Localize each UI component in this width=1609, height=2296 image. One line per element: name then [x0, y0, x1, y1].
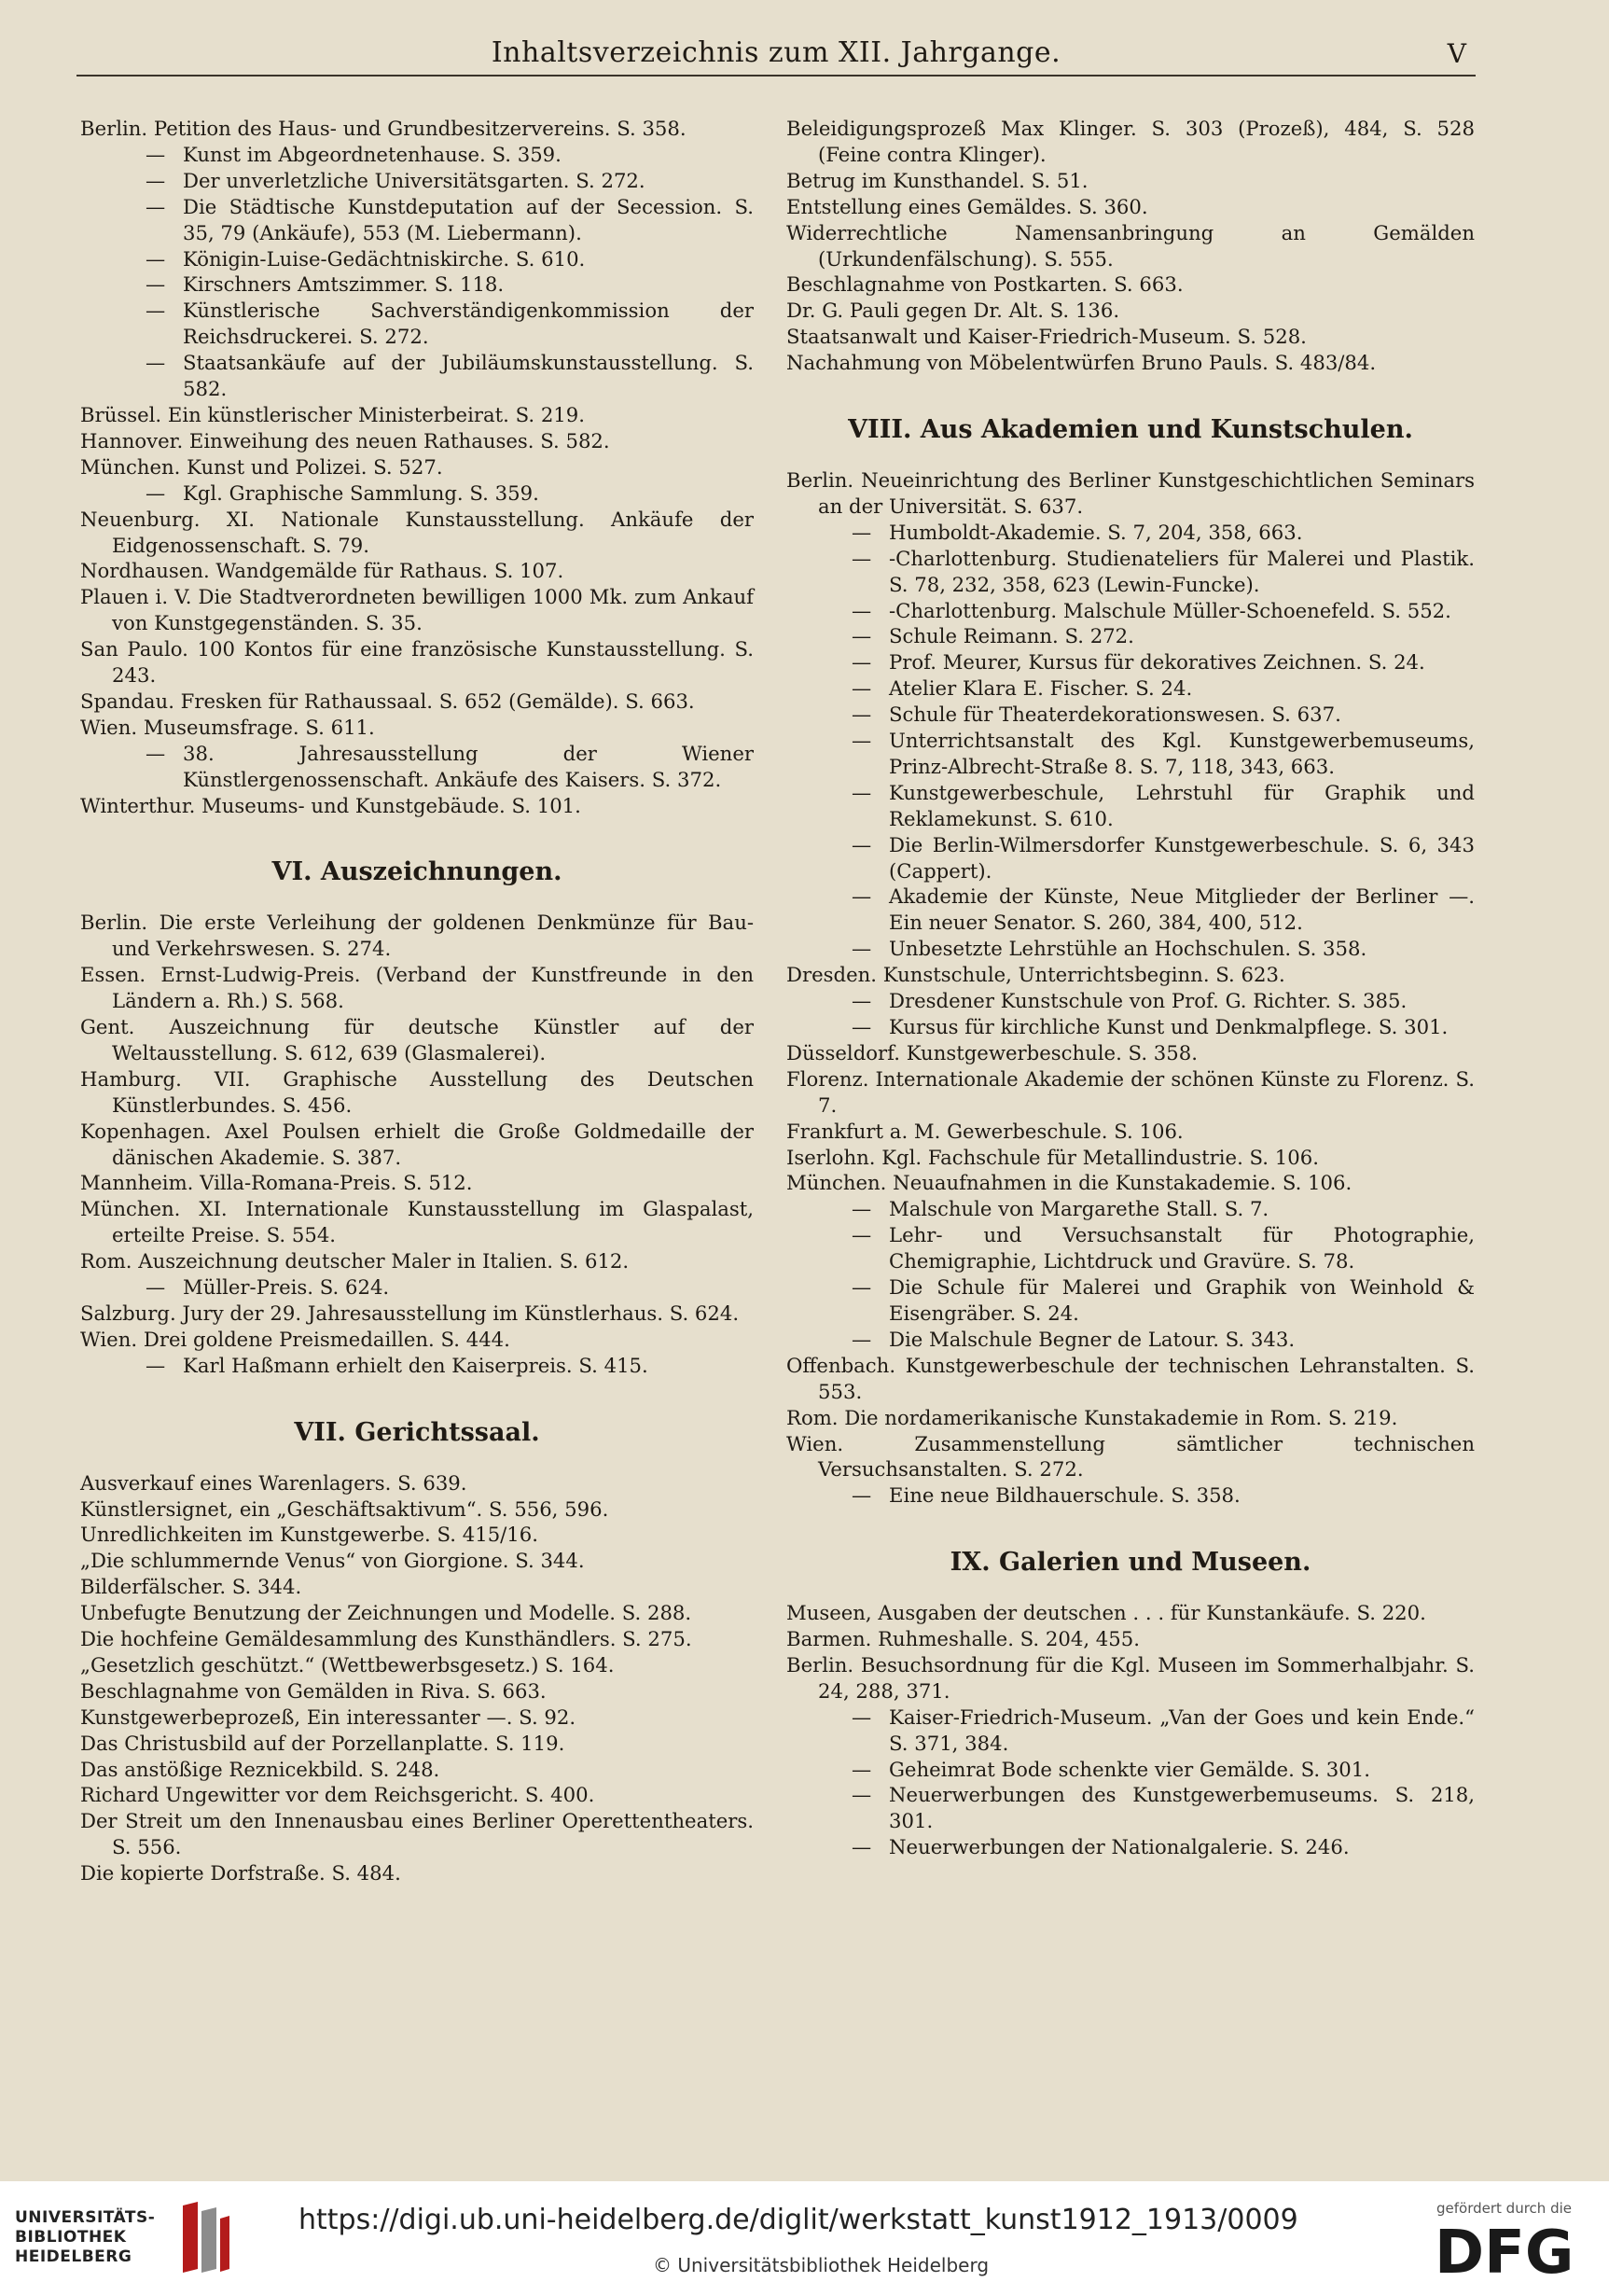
repeat-dash: —: [852, 989, 872, 1013]
index-subentry: [80, 741, 754, 793]
repeat-dash: —: [852, 884, 872, 909]
repeat-dash: —: [852, 676, 872, 701]
page-number: V: [1447, 38, 1466, 69]
index-subentry: [786, 728, 1475, 780]
repeat-dash: —: [146, 168, 166, 192]
index-entry: [80, 1678, 754, 1705]
entry-text: Bilderfälscher. S. 344.: [80, 1575, 302, 1599]
entry-text: Staatsanwalt und Kaiser-Friedrich-Museum. S. 528.: [786, 325, 1307, 349]
repeat-dash: —: [852, 729, 872, 753]
entry-text: Humboldt-Akademie. S. 7, 204, 358, 663.: [889, 520, 1303, 544]
entry-text: Kunstgewerbeschule, Lehrstuhl für Graphik und Reklamekunst. S. 610.: [889, 780, 1475, 830]
entry-text: -Charlottenburg. Studienateliers für Malerei und Plastik. S. 78, 232, 358, 623 (Lewin-Funcke).: [889, 546, 1475, 596]
entry-text: Salzburg. Jury der 29. Jahresausstellung im Künstlerhaus. S. 624.: [80, 1301, 740, 1325]
index-entry: [80, 1705, 754, 1731]
entry-text: Eine neue Bildhauerschule. S. 358.: [889, 1483, 1241, 1508]
repeat-dash: —: [852, 1783, 872, 1807]
entry-text: München. Neuaufnahmen in die Kunstakademie. S. 106.: [786, 1171, 1352, 1195]
entry-text: Malschule von Margarethe Stall. S. 7.: [889, 1197, 1269, 1221]
repeat-dash: —: [146, 1353, 166, 1377]
library-emblem-icon: [175, 2200, 231, 2275]
index-entry: [80, 558, 754, 584]
repeat-dash: —: [852, 1275, 872, 1300]
entry-text: Brüssel. Ein künstlerischer Ministerbeirat. S. 219.: [80, 402, 585, 426]
repeat-dash: —: [146, 194, 166, 218]
repeat-dash: —: [852, 650, 872, 675]
index-subentry: [786, 936, 1475, 962]
index-entry: [786, 1405, 1475, 1431]
entry-text: Die Malschule Begner de Latour. S. 343.: [889, 1327, 1296, 1351]
index-subentry: [80, 271, 754, 298]
entry-text: Barmen. Ruhmeshalle. S. 204, 455.: [786, 1627, 1140, 1651]
entry-text: Nachahmung von Möbelentwürfen Bruno Pauls. S. 483/84.: [786, 351, 1377, 375]
repeat-dash: —: [146, 351, 166, 375]
index-subentry: [80, 194, 754, 246]
index-entry: [80, 962, 754, 1014]
index-entry: [80, 1731, 754, 1757]
entry-text: Neuenburg. XI. Nationale Kunstausstellung. Ankäufe der Eidgenossenschaft. S. 79.: [80, 507, 754, 557]
right-column: [786, 116, 1475, 1860]
entry-text: Prof. Meurer, Kursus für dekoratives Zeichnen. S. 24.: [889, 650, 1425, 675]
index-entry: [786, 116, 1475, 168]
index-entry: [80, 910, 754, 962]
library-name-line: UNIVERSITÄTS-: [15, 2207, 156, 2227]
entry-text: Die kopierte Dorfstraße. S. 484.: [80, 1861, 401, 1886]
entry-text: Neuerwerbungen des Kunstgewerbemuseums. S. 218, 301.: [889, 1783, 1475, 1833]
entry-text: Rom. Die nordamerikanische Kunstakademie in Rom. S. 219.: [786, 1405, 1398, 1429]
entry-text: Essen. Ernst-Ludwig-Preis. (Verband der Kunstfreunde in den Ländern a. Rh.) S. 568.: [80, 963, 754, 1013]
section-heading-auszeichnungen: VI. Auszeichnungen.: [271, 857, 562, 887]
entry-text: München. Kunst und Polizei. S. 527.: [80, 454, 443, 479]
index-entry: [786, 350, 1475, 376]
entry-text: Wien. Zusammenstellung sämtlicher technischen Versuchsanstalten. S. 272.: [786, 1431, 1475, 1482]
entry-text: Spandau. Fresken für Rathaussaal. S. 652 (Gemälde). S. 663.: [80, 689, 695, 713]
index-subentry: [786, 1014, 1475, 1040]
index-entry: [80, 1248, 754, 1274]
index-subentry: [786, 884, 1475, 936]
section-heading-akademien: VIII. Aus Akademien und Kunstschulen.: [848, 415, 1413, 445]
index-entry: [786, 1119, 1475, 1145]
index-subentry: [786, 1274, 1475, 1327]
entry-text: Iserlohn. Kgl. Fachschule für Metallindustrie. S. 106.: [786, 1145, 1319, 1169]
library-name-line: BIBLIOTHEK: [15, 2227, 127, 2247]
entry-text: Kursus für kirchliche Kunst und Denkmalpflege. S. 301.: [889, 1015, 1449, 1038]
repeat-dash: —: [852, 832, 872, 856]
entry-text: Wien. Museumsfrage. S. 611.: [80, 715, 375, 739]
index-subentry: [80, 1274, 754, 1301]
entry-text: Dresdener Kunstschule von Prof. G. Richter. S. 385.: [889, 989, 1408, 1013]
entry-text: Künstlersignet, ein „Geschäftsaktivum“. S. 556, 596.: [80, 1496, 609, 1521]
page-header: [76, 30, 1476, 77]
section-auszeichnungen-entries: [80, 910, 754, 1378]
entry-text: Das Christusbild auf der Porzellanplatte. S. 119.: [80, 1731, 565, 1755]
entry-text: Schule für Theaterdekorationswesen. S. 637.: [889, 703, 1341, 727]
index-entry: [80, 1548, 754, 1574]
entry-text: Berlin. Neueinrichtung des Berliner Kunstgeschichtlichen Seminars an der Universität. S. 637.: [786, 467, 1475, 518]
entry-text: Entstellung eines Gemäldes. S. 360.: [786, 194, 1148, 218]
dfg-logo[interactable]: [1435, 2220, 1584, 2278]
entry-text: Berlin. Die erste Verleihung der goldenen Denkmünze für Bau- und Verkehrswesen. S. 274.: [80, 911, 754, 961]
index-subentry: [786, 675, 1475, 702]
index-entry: [80, 1496, 754, 1523]
dfg-logo-text: DFG: [1435, 2220, 1574, 2278]
right-entries-top: [786, 116, 1475, 376]
entry-text: -Charlottenburg. Malschule Müller-Schoenefeld. S. 552.: [889, 598, 1451, 622]
document-url-link[interactable]: https://digi.ub.uni-heidelberg.de/diglit/werkstatt_kunst1912_1913/0009: [298, 2204, 1298, 2236]
index-entry: [786, 168, 1475, 194]
entry-text: Königin-Luise-Gedächtniskirche. S. 610.: [183, 246, 586, 271]
repeat-dash: —: [852, 1197, 872, 1221]
entry-text: Kirschners Amtszimmer. S. 118.: [183, 272, 505, 297]
index-entry: [786, 1600, 1475, 1626]
entry-text: Betrug im Kunsthandel. S. 51.: [786, 168, 1089, 192]
index-subentry: [80, 480, 754, 507]
index-subentry: [786, 988, 1475, 1014]
index-entry: [80, 1119, 754, 1171]
index-subentry: [786, 649, 1475, 675]
copyright-notice: © Universitätsbibliothek Heidelberg: [653, 2254, 990, 2276]
index-subentry: [786, 546, 1475, 598]
entry-text: Lehr- und Versuchsanstalt für Photographie, Chemigraphie, Lichtdruck und Gravüre. S. 78.: [889, 1223, 1475, 1273]
index-entry: [786, 1040, 1475, 1066]
library-name: [15, 2208, 155, 2267]
repeat-dash: —: [146, 272, 166, 297]
index-subentry: [786, 1196, 1475, 1222]
index-entry: [80, 1626, 754, 1652]
repeat-dash: —: [146, 1275, 166, 1300]
entry-text: Hamburg. VII. Graphische Ausstellung des Deutschen Künstlerbundes. S. 456.: [80, 1066, 754, 1117]
left-column: [80, 116, 754, 1886]
entry-text: Plauen i. V. Die Stadtverordneten bewilligen 1000 Mk. zum Ankauf von Kunstgegenständen. S. 35.: [80, 585, 754, 635]
section-heading-galerien: IX. Galerien und Museen.: [950, 1548, 1311, 1578]
index-entry: [786, 1066, 1475, 1119]
index-entry: [80, 1808, 754, 1860]
entry-text: Die Schule für Malerei und Graphik von Weinhold & Eisengräber. S. 24.: [889, 1275, 1475, 1325]
repeat-dash: —: [852, 1327, 872, 1351]
repeat-dash: —: [146, 299, 166, 323]
index-entry: [80, 1196, 754, 1248]
entry-text: Die hochfeine Gemäldesammlung des Kunsthändlers. S. 275.: [80, 1627, 692, 1651]
index-subentry: [786, 832, 1475, 884]
entry-text: Die Berlin-Wilmersdorfer Kunstgewerbeschule. S. 6, 343 (Cappert).: [889, 832, 1475, 883]
funding-label: gefördert durch die: [1436, 2200, 1572, 2217]
repeat-dash: —: [852, 703, 872, 727]
entry-text: Unbefugte Benutzung der Zeichnungen und Modelle. S. 288.: [80, 1601, 692, 1625]
section-heading-gerichtssaal: VII. Gerichtssaal.: [294, 1417, 540, 1447]
entry-text: Kgl. Graphische Sammlung. S. 359.: [183, 480, 539, 505]
index-entry: [80, 1327, 754, 1353]
index-entry: [786, 1145, 1475, 1171]
section-gerichtssaal-entries: [80, 1470, 754, 1887]
index-subentry: [786, 780, 1475, 832]
index-entry: [80, 1014, 754, 1066]
index-entry: [80, 1522, 754, 1548]
index-entry: [80, 1066, 754, 1119]
entry-text: Kunst im Abgeordnetenhause. S. 359.: [183, 142, 562, 166]
repeat-dash: —: [852, 546, 872, 570]
repeat-dash: —: [852, 1015, 872, 1038]
index-entry: [80, 402, 754, 428]
index-subentry: [80, 168, 754, 194]
entry-text: München. XI. Internationale Kunstausstellung im Glaspalast, erteilte Preise. S. 554.: [80, 1197, 754, 1247]
index-subentry: [786, 702, 1475, 728]
index-entry: [80, 1301, 754, 1327]
repeat-dash: —: [852, 598, 872, 622]
entry-text: Berlin. Petition des Haus- und Grundbesitzervereins. S. 358.: [80, 117, 687, 140]
entry-text: Atelier Klara E. Fischer. S. 24.: [889, 676, 1193, 701]
index-subentry: [786, 1834, 1475, 1860]
index-entry: [786, 1626, 1475, 1652]
entry-text: Dresden. Kunstschule, Unterrichtsbeginn. S. 623.: [786, 963, 1285, 987]
entry-text: Nordhausen. Wandgemälde für Rathaus. S. 107.: [80, 559, 564, 583]
entry-text: Ausverkauf eines Warenlagers. S. 639.: [80, 1470, 467, 1495]
section-galerien-entries: [786, 1600, 1475, 1860]
index-entry: [786, 467, 1475, 520]
left-entries-top: [80, 116, 754, 818]
index-entry: [786, 1353, 1475, 1405]
index-entry: [80, 1757, 754, 1783]
entry-text: Neuerwerbungen der Nationalgalerie. S. 246.: [889, 1835, 1350, 1859]
entry-text: 38. Jahresausstellung der Wiener Künstlergenossenschaft. Ankäufe des Kaisers. S. 372.: [183, 741, 754, 791]
index-subentry: [786, 1482, 1475, 1509]
entry-text: Richard Ungewitter vor dem Reichsgericht. S. 400.: [80, 1783, 595, 1807]
entry-text: Offenbach. Kunstgewerbeschule der technischen Lehranstalten. S. 553.: [786, 1353, 1475, 1403]
entry-text: Wien. Drei goldene Preismedaillen. S. 444.: [80, 1327, 510, 1351]
entry-text: Florenz. Internationale Akademie der schönen Künste zu Florenz. S. 7.: [786, 1066, 1475, 1117]
repeat-dash: —: [852, 624, 872, 648]
index-entry: [80, 793, 754, 819]
repeat-dash: —: [852, 1483, 872, 1508]
entry-text: Akademie der Künste, Neue Mitglieder der Berliner —. Ein neuer Senator. S. 260, 384, 400, 512.: [889, 884, 1475, 935]
running-title: Inhaltsverzeichnis zum XII. Jahrgange.: [491, 36, 1061, 69]
index-entry: [80, 1574, 754, 1600]
repeat-dash: —: [146, 142, 166, 166]
index-entry: [80, 1782, 754, 1808]
entry-text: Der unverletzliche Universitätsgarten. S. 272.: [183, 168, 645, 192]
repeat-dash: —: [852, 780, 872, 804]
index-entry: [80, 636, 754, 689]
entry-text: Das anstößige Reznicekbild. S. 248.: [80, 1757, 440, 1781]
repeat-dash: —: [146, 741, 166, 765]
repeat-dash: —: [852, 1757, 872, 1781]
index-entry: [80, 1860, 754, 1886]
repeat-dash: —: [852, 1705, 872, 1729]
repeat-dash: —: [146, 246, 166, 271]
entry-text: Unterrichtsanstalt des Kgl. Kunstgewerbemuseums, Prinz-Albrecht-Straße 8. S. 7, 118, 343, 663.: [889, 729, 1475, 778]
viewer-footer: [0, 2181, 1609, 2296]
index-subentry: [80, 298, 754, 350]
index-entry: [80, 1170, 754, 1196]
entry-text: Rom. Auszeichnung deutscher Maler in Italien. S. 612.: [80, 1249, 630, 1273]
index-entry: [80, 689, 754, 715]
entry-text: Winterthur. Museums- und Kunstgebäude. S. 101.: [80, 793, 581, 817]
entry-text: Der Streit um den Innenausbau eines Berliner Operettentheaters. S. 556.: [80, 1809, 754, 1859]
index-entry: [80, 1652, 754, 1678]
repeat-dash: —: [852, 1223, 872, 1247]
repeat-dash: —: [852, 937, 872, 961]
section-akademien-entries: [786, 467, 1475, 1509]
index-entry: [786, 194, 1475, 220]
index-entry: [786, 298, 1475, 324]
index-subentry: [80, 142, 754, 168]
entry-text: Beschlagnahme von Postkarten. S. 663.: [786, 272, 1184, 297]
index-entry: [786, 324, 1475, 350]
index-entry: [786, 962, 1475, 988]
index-subentry: [80, 350, 754, 402]
entry-text: „Die schlummernde Venus“ von Giorgione. S. 344.: [80, 1549, 585, 1573]
index-entry: [786, 271, 1475, 298]
entry-text: Hannover. Einweihung des neuen Rathauses. S. 582.: [80, 428, 610, 452]
entry-text: Beschlagnahme von Gemälden in Riva. S. 663.: [80, 1678, 547, 1703]
index-subentry: [786, 520, 1475, 546]
entry-text: Kaiser-Friedrich-Museum. „Van der Goes und kein Ende.“ S. 371, 384.: [889, 1705, 1475, 1755]
entry-text: Staatsankäufe auf der Jubiläumskunstausstellung. S. 582.: [183, 351, 754, 401]
index-entry: [80, 1470, 754, 1496]
entry-text: Unredlichkeiten im Kunstgewerbe. S. 415/16.: [80, 1523, 539, 1547]
entry-text: Museen, Ausgaben der deutschen . . . für Kunstankäufe. S. 220.: [786, 1601, 1426, 1625]
entry-text: Kunstgewerbeprozeß, Ein interessanter —. S. 92.: [80, 1705, 576, 1729]
entry-text: Widerrechtliche Namensanbringung an Gemälden (Urkundenfälschung). S. 555.: [786, 220, 1475, 271]
index-entry: [786, 220, 1475, 272]
index-subentry: [786, 1782, 1475, 1834]
index-subentry: [786, 1705, 1475, 1757]
entry-text: Schule Reimann. S. 272.: [889, 624, 1134, 648]
entry-text: „Gesetzlich geschützt.“ (Wettbewerbsgesetz.) S. 164.: [80, 1652, 615, 1677]
index-entry: [80, 116, 754, 142]
entry-text: Die Städtische Kunstdeputation auf der Secession. S. 35, 79 (Ankäufe), 553 (M. Liebermann).: [183, 194, 754, 244]
repeat-dash: —: [146, 480, 166, 505]
entry-text: Düsseldorf. Kunstgewerbeschule. S. 358.: [786, 1040, 1198, 1065]
entry-text: Karl Haßmann erhielt den Kaiserpreis. S. 415.: [183, 1353, 648, 1377]
entry-text: Müller-Preis. S. 624.: [183, 1275, 390, 1300]
index-subentry: [80, 1353, 754, 1379]
index-entry: [80, 1600, 754, 1626]
index-subentry: [786, 1222, 1475, 1274]
entry-text: Mannheim. Villa-Romana-Preis. S. 512.: [80, 1171, 473, 1195]
index-subentry: [80, 246, 754, 272]
entry-text: Dr. G. Pauli gegen Dr. Alt. S. 136.: [786, 299, 1120, 323]
entry-text: Gent. Auszeichnung für deutsche Künstler auf der Weltausstellung. S. 612, 639 (Glasmalerei).: [80, 1015, 754, 1065]
library-name-line: HEIDELBERG: [15, 2247, 132, 2266]
index-entry: [80, 428, 754, 454]
index-entry: [80, 507, 754, 559]
index-subentry: [786, 1327, 1475, 1353]
index-entry: [786, 1652, 1475, 1705]
index-entry: [80, 715, 754, 741]
index-subentry: [786, 1757, 1475, 1783]
entry-text: San Paulo. 100 Kontos für eine französische Kunstausstellung. S. 243.: [80, 637, 754, 688]
entry-text: Frankfurt a. M. Gewerbeschule. S. 106.: [786, 1119, 1184, 1143]
library-logo[interactable]: [15, 2200, 231, 2275]
entry-text: Beleidigungsprozeß Max Klinger. S. 303 (Prozeß), 484, S. 528 (Feine contra Klinger).: [786, 117, 1475, 166]
entry-text: Berlin. Besuchsordnung für die Kgl. Museen im Sommerhalbjahr. S. 24, 288, 371.: [786, 1652, 1475, 1703]
index-entry: [786, 1431, 1475, 1483]
index-entry: [80, 454, 754, 480]
entry-text: Geheimrat Bode schenkte vier Gemälde. S. 301.: [889, 1757, 1370, 1781]
entry-text: Kopenhagen. Axel Poulsen erhielt die Große Goldmedaille der dänischen Akademie. S. 387.: [80, 1119, 754, 1169]
repeat-dash: —: [852, 520, 872, 544]
repeat-dash: —: [852, 1835, 872, 1859]
index-subentry: [786, 623, 1475, 649]
entry-text: Künstlerische Sachverständigenkommission der Reichsdruckerei. S. 272.: [183, 299, 754, 349]
index-entry: [80, 584, 754, 636]
index-subentry: [786, 598, 1475, 624]
entry-text: Unbesetzte Lehrstühle an Hochschulen. S. 358.: [889, 937, 1367, 961]
index-entry: [786, 1170, 1475, 1196]
